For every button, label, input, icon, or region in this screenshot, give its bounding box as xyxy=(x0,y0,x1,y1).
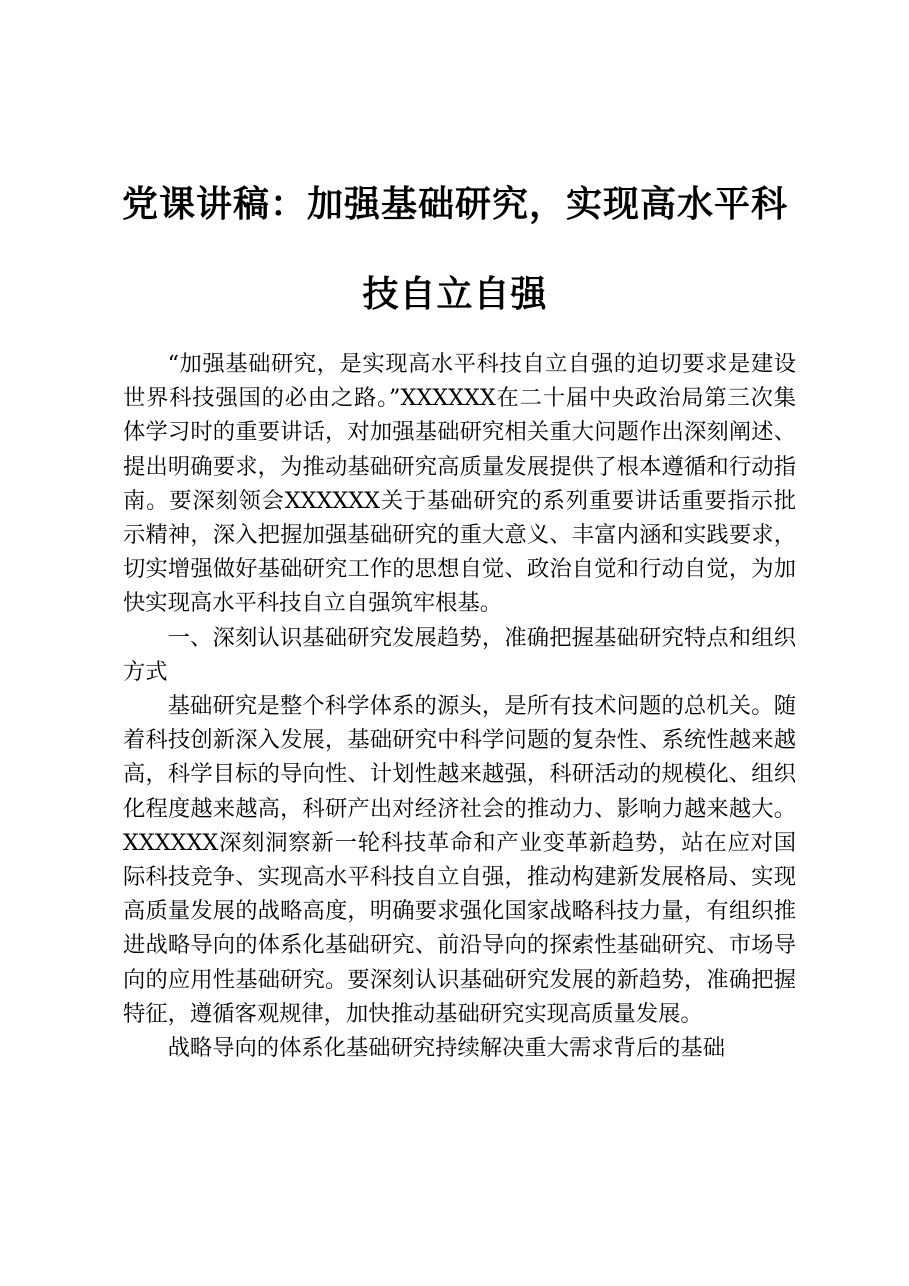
section-heading-1: 一、深刻认识基础研究发展趋势，准确把握基础研究特点和组织方式 xyxy=(123,624,796,685)
paragraph-section-1: 基础研究是整个科学体系的源头，是所有技术问题的总机关。随着科技创新深入发展，基础研究中科学问题的复杂性、系统性越来越高，科学目标的导向性、计划性越来越强，科研活动的规模化、组织化程度越来越高，科研产出对经济社会的推动力、影响力越来越大。XXXXXX深刻洞察新一轮科技革命和产业变革新趋势，站在应对国际科技竞争、实现高水平科技自立自强，推动构建新发展格局、实现高质量发展的战略高度，明确要求强化国家战略科技力量，有组织推进战略导向的体系化基础研究、前沿导向的探索性基础研究、市场导向的应用性基础研究。要深刻认识基础研究发展的新趋势，准确把握特征，遵循客观规律，加快推动基础研究实现高质量发展。 xyxy=(123,693,796,1027)
paragraph-section-1-continued: 战略导向的体系化基础研究持续解决重大需求背后的基础 xyxy=(167,1035,726,1062)
document-title: 党课讲稿：加强基础研究，实现高水平科技自立自强 xyxy=(121,184,788,315)
document-body xyxy=(123,347,796,1065)
paragraph-intro: “加强基础研究，是实现高水平科技自立自强的迫切要求是建设世界科技强国的必由之路。”XXXXXX在二十届中央政治局第三次集体学习时的重要讲话，对加强基础研究相关重大问题作出深刻阐述、提出明确要求，为推动基础研究高质量发展提供了根本遵循和行动指南。要深刻领会XXXXXX关于基础研究的系列重要讲话重要指示批示精神，深入把握加强基础研究的重大意义、丰富内涵和实践要求，切实增强做好基础研究工作的思想自觉、政治自觉和行动自觉，为加快实现高水平科技自立自强筑牢根基。 xyxy=(123,351,796,617)
